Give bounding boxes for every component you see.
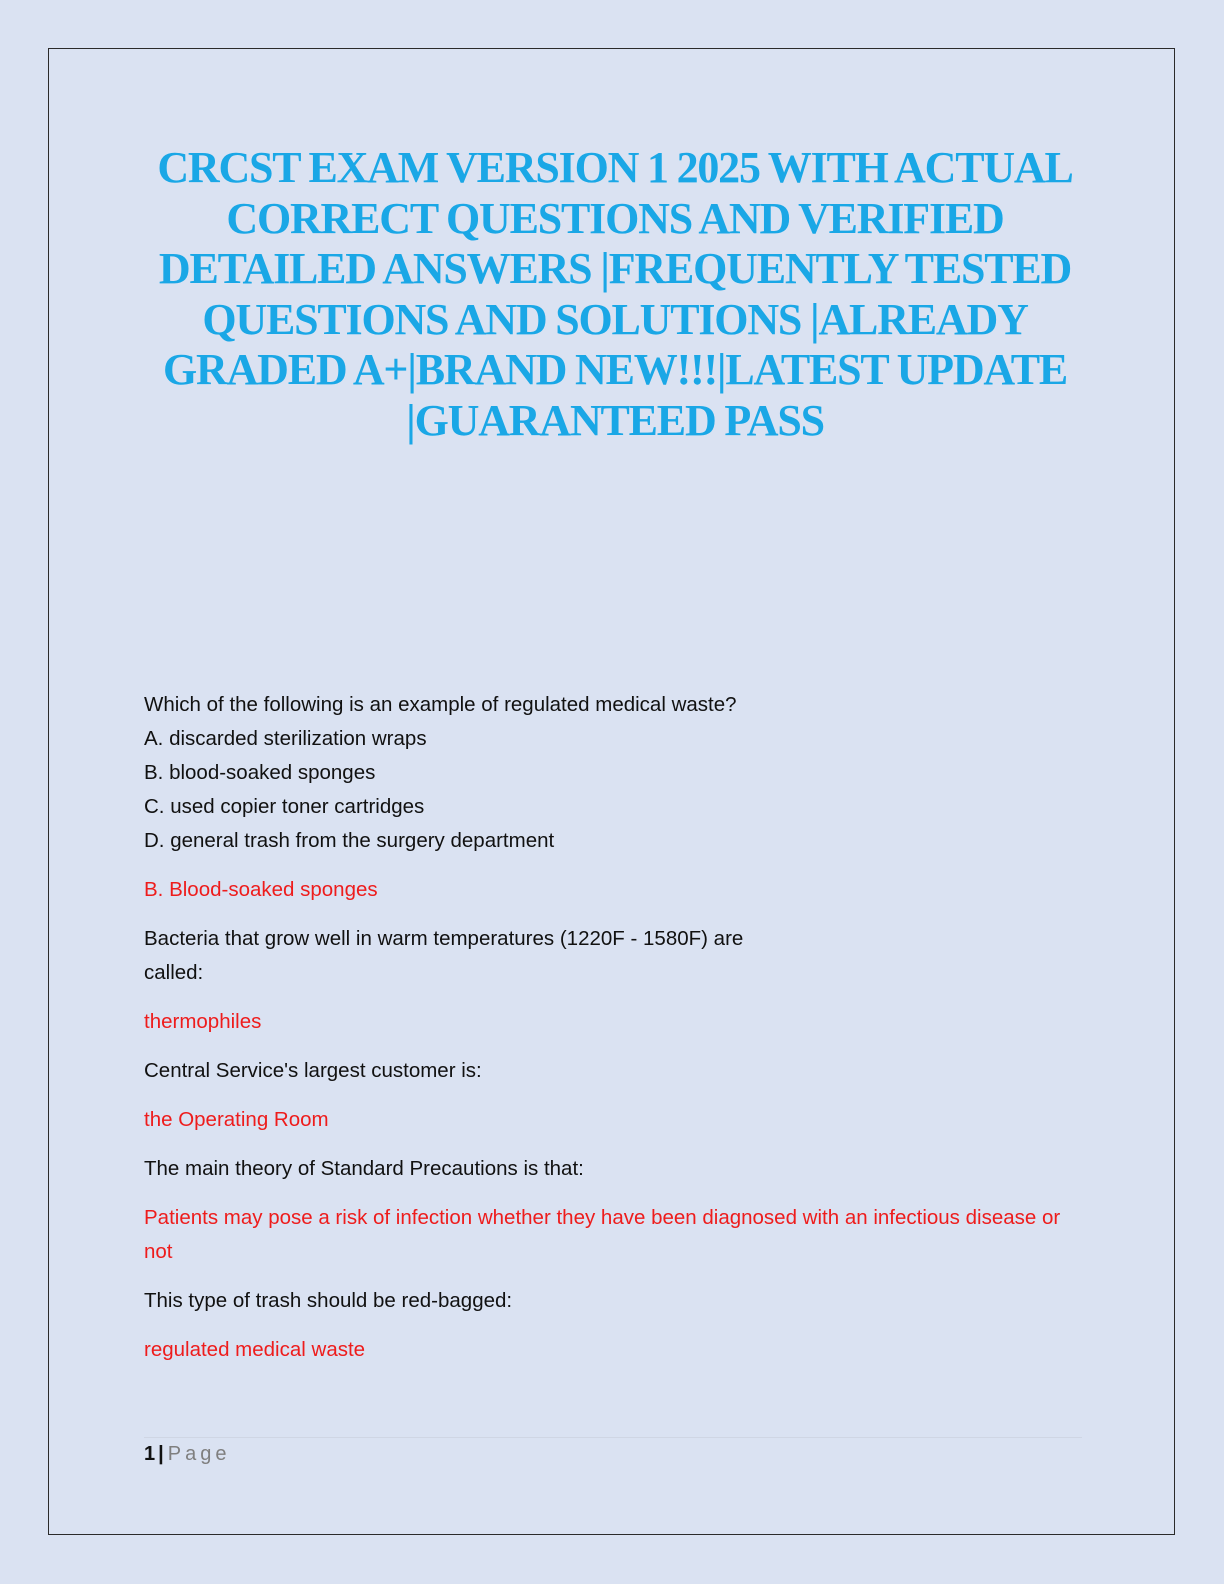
answer-text: thermophiles [144,1010,262,1033]
question-block-2 [144,922,1084,1039]
question-block-5 [144,1284,1084,1367]
question-text: Bacteria that grow well in warm temperatures (1220F - 1580F) are called: [144,927,744,984]
answer-text: regulated medical waste [144,1338,366,1361]
footer-separator: | [158,1443,164,1465]
footer-divider [144,1437,1082,1438]
question-text: Which of the following is an example of regulated medical waste? [144,693,737,716]
answer-text: the Operating Room [144,1108,329,1131]
question-block-4 [144,1152,1084,1269]
page-footer [144,1440,230,1468]
answer-text: B. Blood-soaked sponges [144,878,378,901]
question-text: This type of trash should be red-bagged: [144,1289,513,1312]
question-text: Central Service's largest customer is: [144,1059,482,1082]
question-text: The main theory of Standard Precautions is that: [144,1157,584,1180]
page-label: Page [167,1443,231,1465]
option-b: B. blood-soaked sponges [144,761,376,784]
answer-text: Patients may pose a risk of infection whether they have been diagnosed with an infectious disease or not [144,1206,1061,1263]
page-number: 1 [144,1443,156,1465]
question-block-1 [144,688,1084,907]
option-d: D. general trash from the surgery department [144,829,555,852]
question-block-3 [144,1054,1084,1137]
document-title: CRCST EXAM VERSION 1 2025 WITH ACTUAL CORRECT QUESTIONS AND VERIFIED DETAILED ANSWERS |FREQUENTLY TESTED QUESTIONS AND SOLUTIONS |ALREADY GRADED A+|BRAND NEW!!!|LATEST UPDATE |GUARANTEED PASS [157,143,1073,445]
qa-content [144,688,1084,1382]
option-c: C. used copier toner cartridges [144,795,425,818]
option-a: A. discarded sterilization wraps [144,727,427,750]
